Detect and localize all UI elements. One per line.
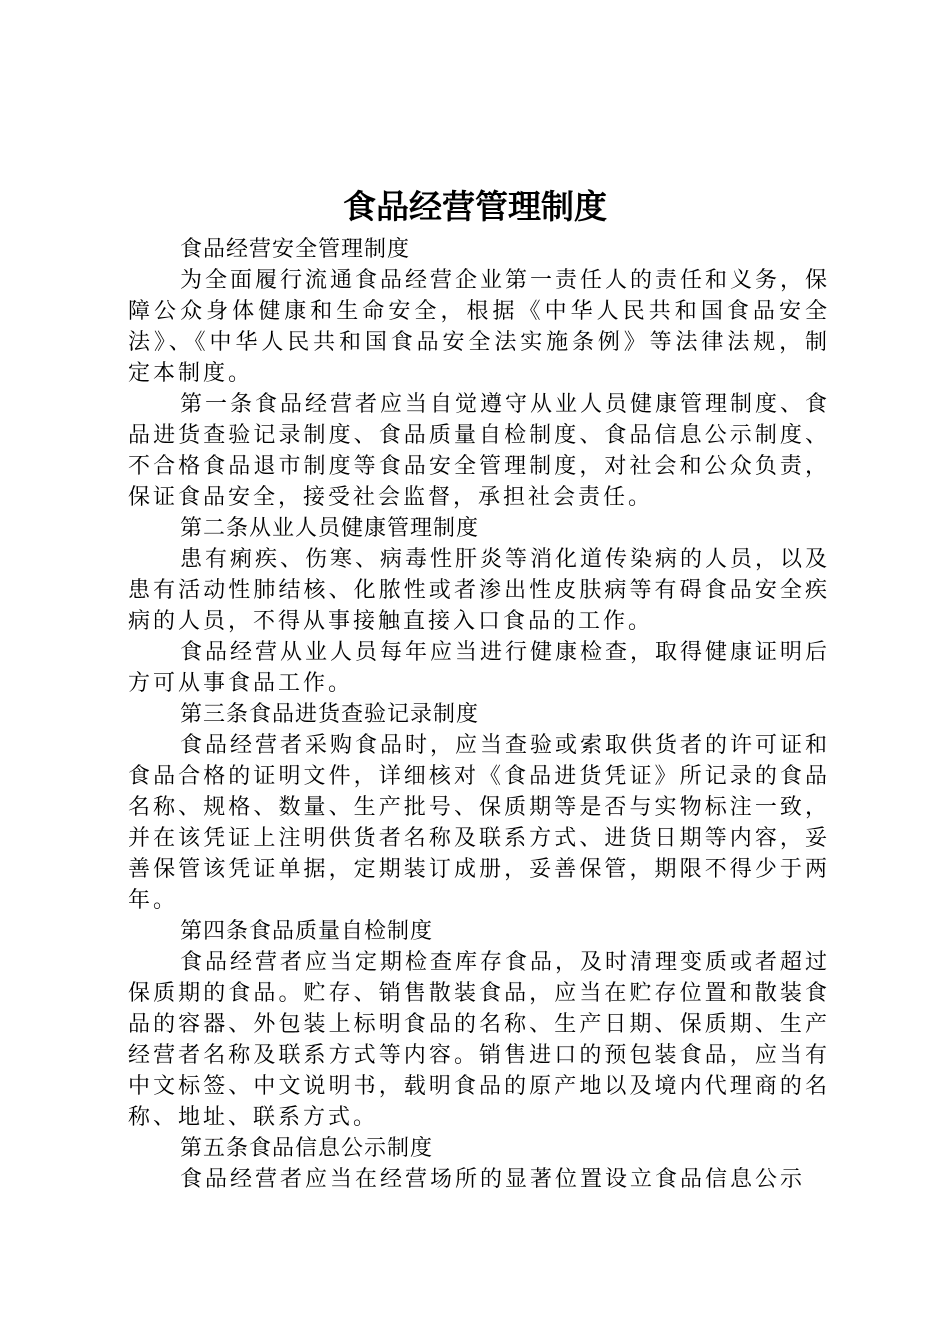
section-heading: 第三条食品进货查验记录制度 — [180, 702, 480, 727]
section-heading: 第四条食品质量自检制度 — [180, 919, 434, 944]
document-title: 食品经营管理制度 — [343, 187, 607, 226]
section-heading: 第二条从业人员健康管理制度 — [180, 516, 480, 541]
body-paragraph: 食品经营者采购食品时，应当查验或索取供货者的许可证和食品合格的证明文件，详细核对《食品进货凭证》所记录的食品名称、规格、数量、生产批号、保质期等是否与实物标注一致，并在该凭证上注明供货者名称及联系方式、进货日期等内容，妥善保管该凭证单据，定期装订成册，妥善保管，期限不得少于两年。 — [128, 733, 831, 913]
body-paragraph: 食品经营从业人员每年应当进行健康检查，取得健康证明后方可从事食品工作。 — [128, 640, 831, 696]
body-paragraph: 食品经营者应当定期检查库存食品，及时清理变质或者超过保质期的食品。贮存、销售散装食品，应当在贮存位置和散装食品的容器、外包装上标明食品的名称、生产日期、保质期、生产经营者名称及联系方式等内容。销售进口的预包装食品，应当有中文标签、中文说明书，载明食品的原产地以及境内代理商的名称、地址、联系方式。 — [128, 950, 831, 1130]
body-paragraph: 第一条食品经营者应当自觉遵守从业人员健康管理制度、食品进货查验记录制度、食品质量自检制度、食品信息公示制度、不合格食品退市制度等食品安全管理制度，对社会和公众负责，保证食品安全，接受社会监督，承担社会责任。 — [128, 392, 831, 510]
body-paragraph: 患有痢疾、伤寒、病毒性肝炎等消化道传染病的人员，以及患有活动性肺结核、化脓性或者渗出性皮肤病等有碍食品安全疾病的人员，不得从事接触直接入口食品的工作。 — [128, 547, 831, 634]
body-paragraph: 食品经营者应当在经营场所的显著位置设立食品信息公示 — [180, 1167, 806, 1192]
body-paragraph: 为全面履行流通食品经营企业第一责任人的责任和义务，保障公众身体健康和生命安全，根据《中华人民共和国食品安全法》、《中华人民共和国食品安全法实施条例》等法律法规，制定本制度。 — [128, 268, 831, 386]
section-heading: 第五条食品信息公示制度 — [180, 1136, 434, 1161]
section-heading: 食品经营安全管理制度 — [180, 237, 411, 262]
document-body — [128, 234, 830, 1195]
